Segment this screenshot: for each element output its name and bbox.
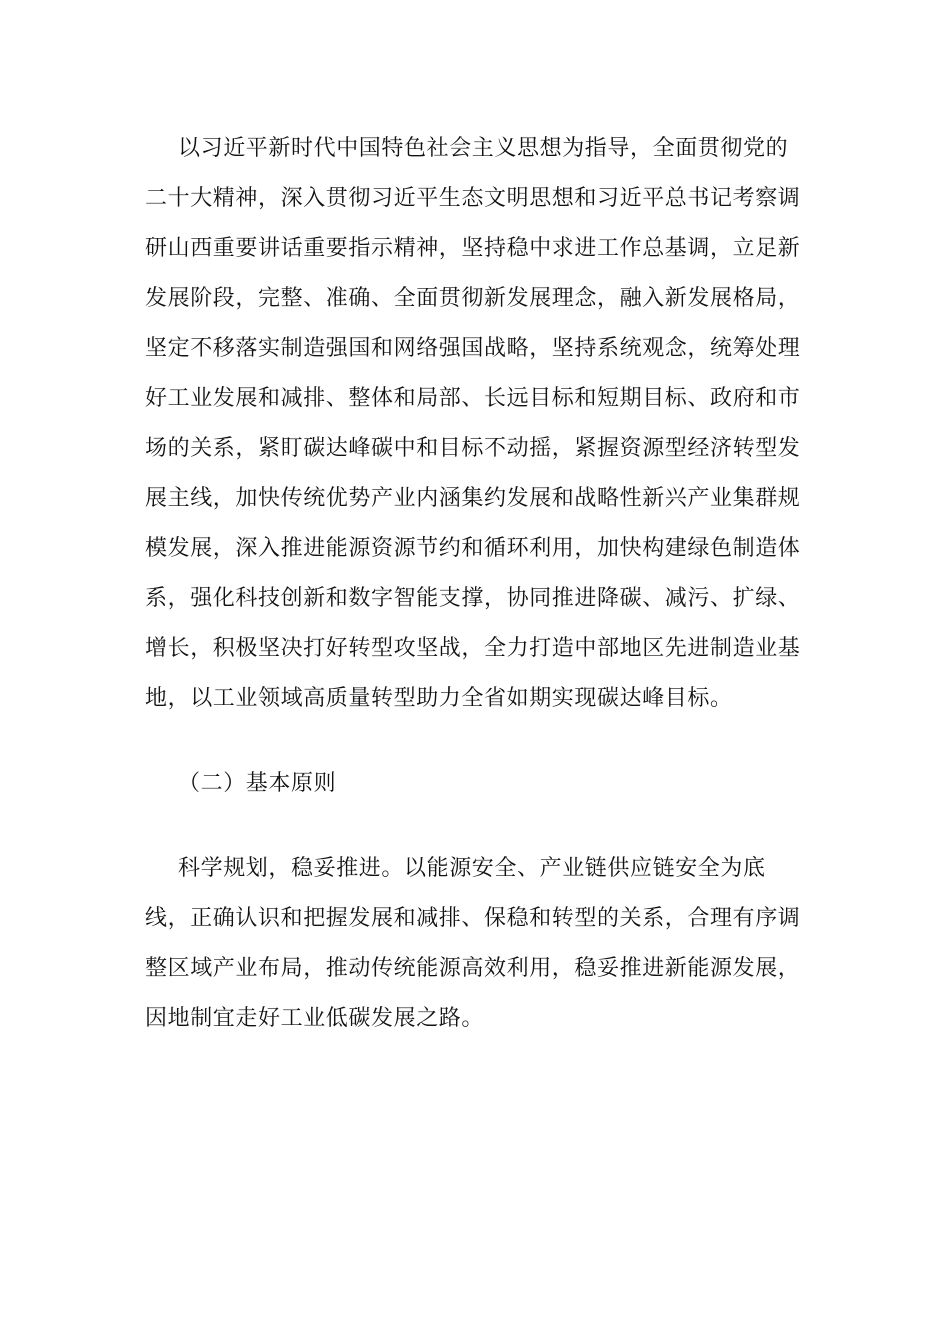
- scientific-planning-paragraph: 科学规划，稳妥推进。以能源安全、产业链供应链安全为底线，正确认识和把握发展和减排、保稳和转型的关系，合理有序调整区域产业布局，推动传统能源高效利用，稳妥推进新能源发展，因地制宜走好工业低碳发展之路。: [145, 856, 801, 1031]
- document-body: [145, 124, 810, 1044]
- guiding-ideology-paragraph: 以习近平新时代中国特色社会主义思想为指导，全面贯彻党的二十大精神，深入贯彻习近平生态文明思想和习近平总书记考察调研山西重要讲话重要指示精神，坚持稳中求进工作总基调，立足新发展阶段，完整、准确、全面贯彻新发展理念，融入新发展格局，坚定不移落实制造强国和网络强国战略，坚持系统观念，统筹处理好工业发展和减排、整体和局部、长远目标和短期目标、政府和市场的关系，紧盯碳达峰碳中和目标不动摇，紧握资源型经济转型发展主线，加快传统优势产业内涵集约发展和战略性新兴产业集群规模发展，深入推进能源资源节约和循环利用，加快构建绿色制造体系，强化科技创新和数字智能支撑，协同推进降碳、减污、扩绿、增长，积极坚决打好转型攻坚战，全力打造中部地区先进制造业基地，以工业领域高质量转型助力全省如期实现碳达峰目标。: [145, 136, 801, 711]
- basic-principles-heading: （二）基本原则: [178, 771, 337, 796]
